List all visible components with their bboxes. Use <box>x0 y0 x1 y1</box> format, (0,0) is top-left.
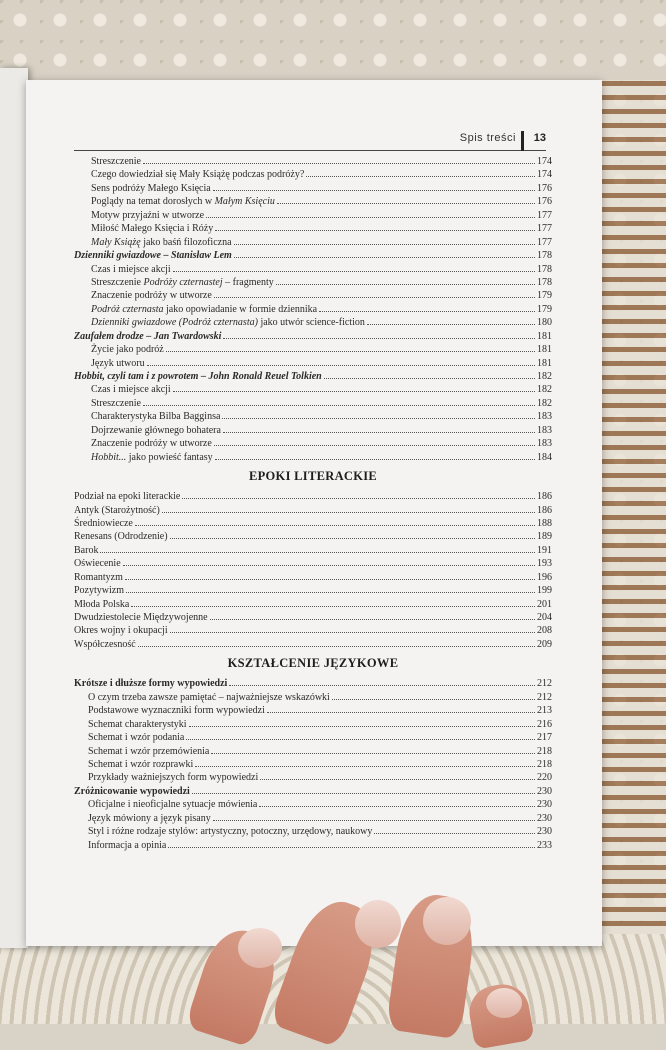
toc-entry-title: Sens podróży Małego Księcia <box>91 182 211 194</box>
toc-entry <box>74 690 552 703</box>
toc-entry-page: 186 <box>537 491 552 503</box>
toc-entry-page: 193 <box>537 558 552 570</box>
toc-entry-page: 233 <box>537 839 552 851</box>
dot-leader <box>182 489 535 499</box>
dot-leader <box>211 744 535 754</box>
dot-leader <box>222 409 535 419</box>
dot-leader <box>166 342 535 352</box>
section-heading-epochs: EPOKI LITERACKIE <box>248 469 378 484</box>
dot-leader <box>100 543 535 553</box>
toc-entry-page: 177 <box>537 209 552 221</box>
toc-entry-page: 182 <box>537 397 552 409</box>
dot-leader <box>213 811 535 821</box>
dot-leader <box>189 717 535 727</box>
toc-entry-page: 199 <box>537 585 552 597</box>
dot-leader <box>234 235 535 245</box>
toc-entry-title: Schemat i wzór przemówienia <box>88 745 210 757</box>
toc-entry <box>74 637 552 650</box>
toc-entry <box>74 409 552 422</box>
toc-entry <box>74 543 552 556</box>
toc-entry-page: 189 <box>537 531 552 543</box>
toc-entry <box>74 570 552 583</box>
toc-entry-page: 218 <box>537 745 552 757</box>
toc-entry <box>74 167 552 180</box>
toc-entry <box>74 208 552 221</box>
toc-entry-page: 181 <box>537 357 552 369</box>
dot-leader <box>277 194 535 204</box>
dot-leader <box>123 556 535 566</box>
dot-leader <box>367 315 535 325</box>
dot-leader <box>170 623 535 633</box>
toc-entry-page: 230 <box>537 785 552 797</box>
toc-entry <box>74 329 552 342</box>
toc-entry-title: Zaufałem drodze – Jan Twardowski <box>74 330 222 342</box>
toc-entry-title: Młoda Polska <box>74 598 130 610</box>
toc-entry-title: Życie jako podróż <box>91 344 164 356</box>
toc-entry-page: 178 <box>537 276 552 288</box>
toc-entry <box>74 744 552 757</box>
toc-entry-page: 196 <box>537 571 552 583</box>
toc-entry-page: 178 <box>537 263 552 275</box>
dot-leader <box>162 503 535 513</box>
running-header <box>74 132 546 151</box>
toc-entry-title: Schemat i wzór rozprawki <box>88 758 194 770</box>
toc-entry-title: Streszczenie Podróży czternastej – fragmenty <box>91 276 274 288</box>
dot-leader <box>125 570 535 580</box>
toc-entry-page: 213 <box>537 705 552 717</box>
toc-entry-title: Krótsze i dłuższe formy wypowiedzi <box>74 678 228 690</box>
toc-entry-title: Romantyzm <box>74 571 123 583</box>
toc-entry-title: Dzienniki gwiazdowe (Podróż czternasta) jako utwór science-fiction <box>91 317 365 329</box>
toc-entry-title: Oficjalne i nieoficjalne sytuacje mówienia <box>88 799 258 811</box>
toc-entry <box>74 797 552 810</box>
dot-leader <box>168 838 535 848</box>
toc-entry <box>74 382 552 395</box>
dot-leader <box>214 288 535 298</box>
toc-entry <box>74 770 552 783</box>
toc-entry <box>74 676 552 689</box>
toc-entry-title: Język utworu <box>91 357 145 369</box>
toc-entry-page: 174 <box>537 169 552 181</box>
dot-leader <box>135 516 535 526</box>
toc-entry-page: 230 <box>537 812 552 824</box>
toc-entry-title: Współczesność <box>74 638 136 650</box>
toc-entry-title: Czas i miejsce akcji <box>91 384 171 396</box>
toc-entry-page: 208 <box>537 625 552 637</box>
toc-entry-title: Czego dowiedział się Mały Książę podczas podróży? <box>91 169 305 181</box>
toc-entry-title: Podstawowe wyznaczniki form wypowiedzi <box>88 705 265 717</box>
toc-entry-page: 218 <box>537 758 552 770</box>
toc-entry-page: 181 <box>537 344 552 356</box>
toc-entry-title: Streszczenie <box>91 156 141 167</box>
dot-leader <box>319 302 535 312</box>
toc-entry-title: Miłość Małego Księcia i Róży <box>91 223 214 235</box>
dot-leader <box>259 797 535 807</box>
toc-entry-page: 212 <box>537 678 552 690</box>
book-page <box>26 80 602 946</box>
toc-entry-page: 212 <box>537 691 552 703</box>
toc-entry-title: Poglądy na temat dorosłych w Małym Księciu <box>91 196 275 208</box>
dot-leader <box>192 784 535 794</box>
dot-leader <box>215 221 535 231</box>
toc-entry <box>74 154 552 167</box>
toc-entry-page: 174 <box>537 156 552 167</box>
toc-entry-page: 230 <box>537 826 552 838</box>
toc-entry-title: Renesans (Odrodzenie) <box>74 531 168 543</box>
toc-entry-title: Podróż czternasta jako opowiadanie w formie dziennika <box>91 303 318 315</box>
toc-entry <box>74 275 552 288</box>
toc-entry <box>74 248 552 261</box>
toc-entry-page: 176 <box>537 196 552 208</box>
toc-entry-page: 230 <box>537 799 552 811</box>
toc-entry-page: 184 <box>537 451 552 463</box>
toc-entry-title: O czym trzeba zawsze pamiętać – najważniejsze wskazówki <box>88 691 330 703</box>
toc-section-language <box>74 676 552 851</box>
toc-section-epochs <box>74 489 552 650</box>
toc-entry-title: Styl i różne rodzaje stylów: artystyczny, potoczny, urzędowy, naukowy <box>88 826 373 838</box>
table-of-contents <box>74 154 552 851</box>
dot-leader <box>195 757 535 767</box>
toc-entry-title: Czas i miejsce akcji <box>91 263 171 275</box>
dot-leader <box>223 423 535 433</box>
dot-leader <box>229 676 535 686</box>
toc-entry-title: Pozytywizm <box>74 585 124 597</box>
toc-entry-title: Informacja a opinia <box>88 839 167 851</box>
toc-entry-page: 183 <box>537 424 552 436</box>
toc-entry <box>74 221 552 234</box>
toc-entry <box>74 489 552 502</box>
toc-entry <box>74 838 552 851</box>
toc-entry <box>74 436 552 449</box>
dot-leader <box>374 824 535 834</box>
toc-section-literature <box>74 154 552 463</box>
toc-entry <box>74 597 552 610</box>
toc-entry <box>74 288 552 301</box>
dot-leader <box>186 730 535 740</box>
dot-leader <box>143 396 535 406</box>
toc-entry <box>74 181 552 194</box>
toc-entry <box>74 556 552 569</box>
dot-leader <box>276 275 535 285</box>
toc-entry-page: 191 <box>537 544 552 556</box>
dot-leader <box>267 703 535 713</box>
dot-leader <box>215 450 535 460</box>
toc-entry-title: Oświecenie <box>74 558 121 570</box>
section-heading-language: KSZTAŁCENIE JĘZYKOWE <box>227 656 399 671</box>
toc-entry-title: Streszczenie <box>91 397 141 409</box>
toc-entry <box>74 450 552 463</box>
toc-entry <box>74 610 552 623</box>
toc-entry-page: 220 <box>537 772 552 784</box>
tablecloth-border <box>596 80 666 940</box>
toc-entry <box>74 342 552 355</box>
header-divider <box>521 131 524 151</box>
toc-entry-title: Hobbit, czyli tam i z powrotem – John Ronald Reuel Tolkien <box>74 371 322 382</box>
dot-leader <box>214 436 535 446</box>
toc-entry <box>74 516 552 529</box>
toc-entry <box>74 356 552 369</box>
dot-leader <box>131 597 535 607</box>
toc-entry-page: 182 <box>537 384 552 396</box>
toc-entry-page: 180 <box>537 317 552 329</box>
dot-leader <box>170 529 535 539</box>
dot-leader <box>173 382 535 392</box>
toc-entry <box>74 529 552 542</box>
toc-entry-page: 201 <box>537 598 552 610</box>
toc-entry <box>74 757 552 770</box>
toc-entry-title: Motyw przyjaźni w utworze <box>91 209 205 221</box>
page-number: 13 <box>533 132 546 144</box>
dot-leader <box>260 770 535 780</box>
dot-leader <box>147 356 535 366</box>
toc-entry-title: Hobbit... jako powieść fantasy <box>91 451 213 463</box>
toc-entry-title: Schemat charakterystyki <box>88 718 187 730</box>
header-title: Spis treści <box>459 132 516 144</box>
toc-entry-title: Antyk (Starożytność) <box>74 504 160 516</box>
dot-leader <box>234 248 535 258</box>
toc-entry <box>74 730 552 743</box>
toc-entry <box>74 369 552 382</box>
toc-entry-page: 183 <box>537 438 552 450</box>
toc-entry-title: Charakterystyka Bilba Bagginsa <box>91 411 221 423</box>
toc-entry-title: Barok <box>74 544 99 556</box>
toc-entry-title: Okres wojny i okupacji <box>74 625 168 637</box>
dot-leader <box>306 167 535 177</box>
dot-leader <box>206 208 535 218</box>
toc-entry-page: 181 <box>537 330 552 342</box>
toc-entry-page: 188 <box>537 517 552 529</box>
toc-entry <box>74 717 552 730</box>
toc-entry-title: Podział na epoki literackie <box>74 491 181 503</box>
toc-entry <box>74 423 552 436</box>
dot-leader <box>213 181 535 191</box>
left-page-edge <box>0 68 28 948</box>
toc-entry-page: 178 <box>537 250 552 262</box>
toc-entry-page: 179 <box>537 303 552 315</box>
toc-entry-page: 176 <box>537 182 552 194</box>
toc-entry <box>74 703 552 716</box>
toc-entry <box>74 824 552 837</box>
dot-leader <box>138 637 535 647</box>
toc-entry <box>74 784 552 797</box>
toc-entry-title: Dojrzewanie głównego bohatera <box>91 424 221 436</box>
toc-entry-page: 177 <box>537 223 552 235</box>
toc-entry-page: 209 <box>537 638 552 650</box>
toc-entry-title: Dwudziestolecie Międzywojenne <box>74 612 208 623</box>
toc-entry-title: Język mówiony a język pisany <box>88 812 211 824</box>
toc-entry-page: 204 <box>537 612 552 623</box>
toc-entry-title: Zróżnicowanie wypowiedzi <box>74 785 190 797</box>
toc-entry-title: Dzienniki gwiazdowe – Stanisław Lem <box>74 250 232 262</box>
toc-entry <box>74 811 552 824</box>
dot-leader <box>332 690 535 700</box>
toc-entry <box>74 315 552 328</box>
toc-entry <box>74 194 552 207</box>
toc-entry <box>74 623 552 636</box>
toc-entry-page: 183 <box>537 411 552 423</box>
toc-entry-title: Mały Książę jako baśń filozoficzna <box>91 236 232 248</box>
toc-entry-page: 216 <box>537 718 552 730</box>
dot-leader <box>324 369 535 379</box>
toc-entry-page: 217 <box>537 732 552 744</box>
toc-entry <box>74 503 552 516</box>
toc-entry <box>74 583 552 596</box>
dot-leader <box>126 583 535 593</box>
dot-leader <box>173 262 535 272</box>
toc-entry <box>74 262 552 275</box>
toc-entry-title: Znaczenie podróży w utworze <box>91 438 212 450</box>
toc-entry-title: Schemat i wzór podania <box>88 732 185 744</box>
dot-leader <box>143 154 535 164</box>
toc-entry-page: 177 <box>537 236 552 248</box>
dot-leader <box>223 329 535 339</box>
toc-entry-page: 182 <box>537 371 552 382</box>
toc-entry-title: Przykłady ważniejszych form wypowiedzi <box>88 772 259 784</box>
toc-entry-title: Znaczenie podróży w utworze <box>91 290 212 302</box>
toc-entry <box>74 396 552 409</box>
toc-entry-page: 186 <box>537 504 552 516</box>
dot-leader <box>210 610 535 620</box>
toc-entry <box>74 235 552 248</box>
toc-entry-page: 179 <box>537 290 552 302</box>
toc-entry-title: Średniowiecze <box>74 517 133 529</box>
toc-entry <box>74 302 552 315</box>
